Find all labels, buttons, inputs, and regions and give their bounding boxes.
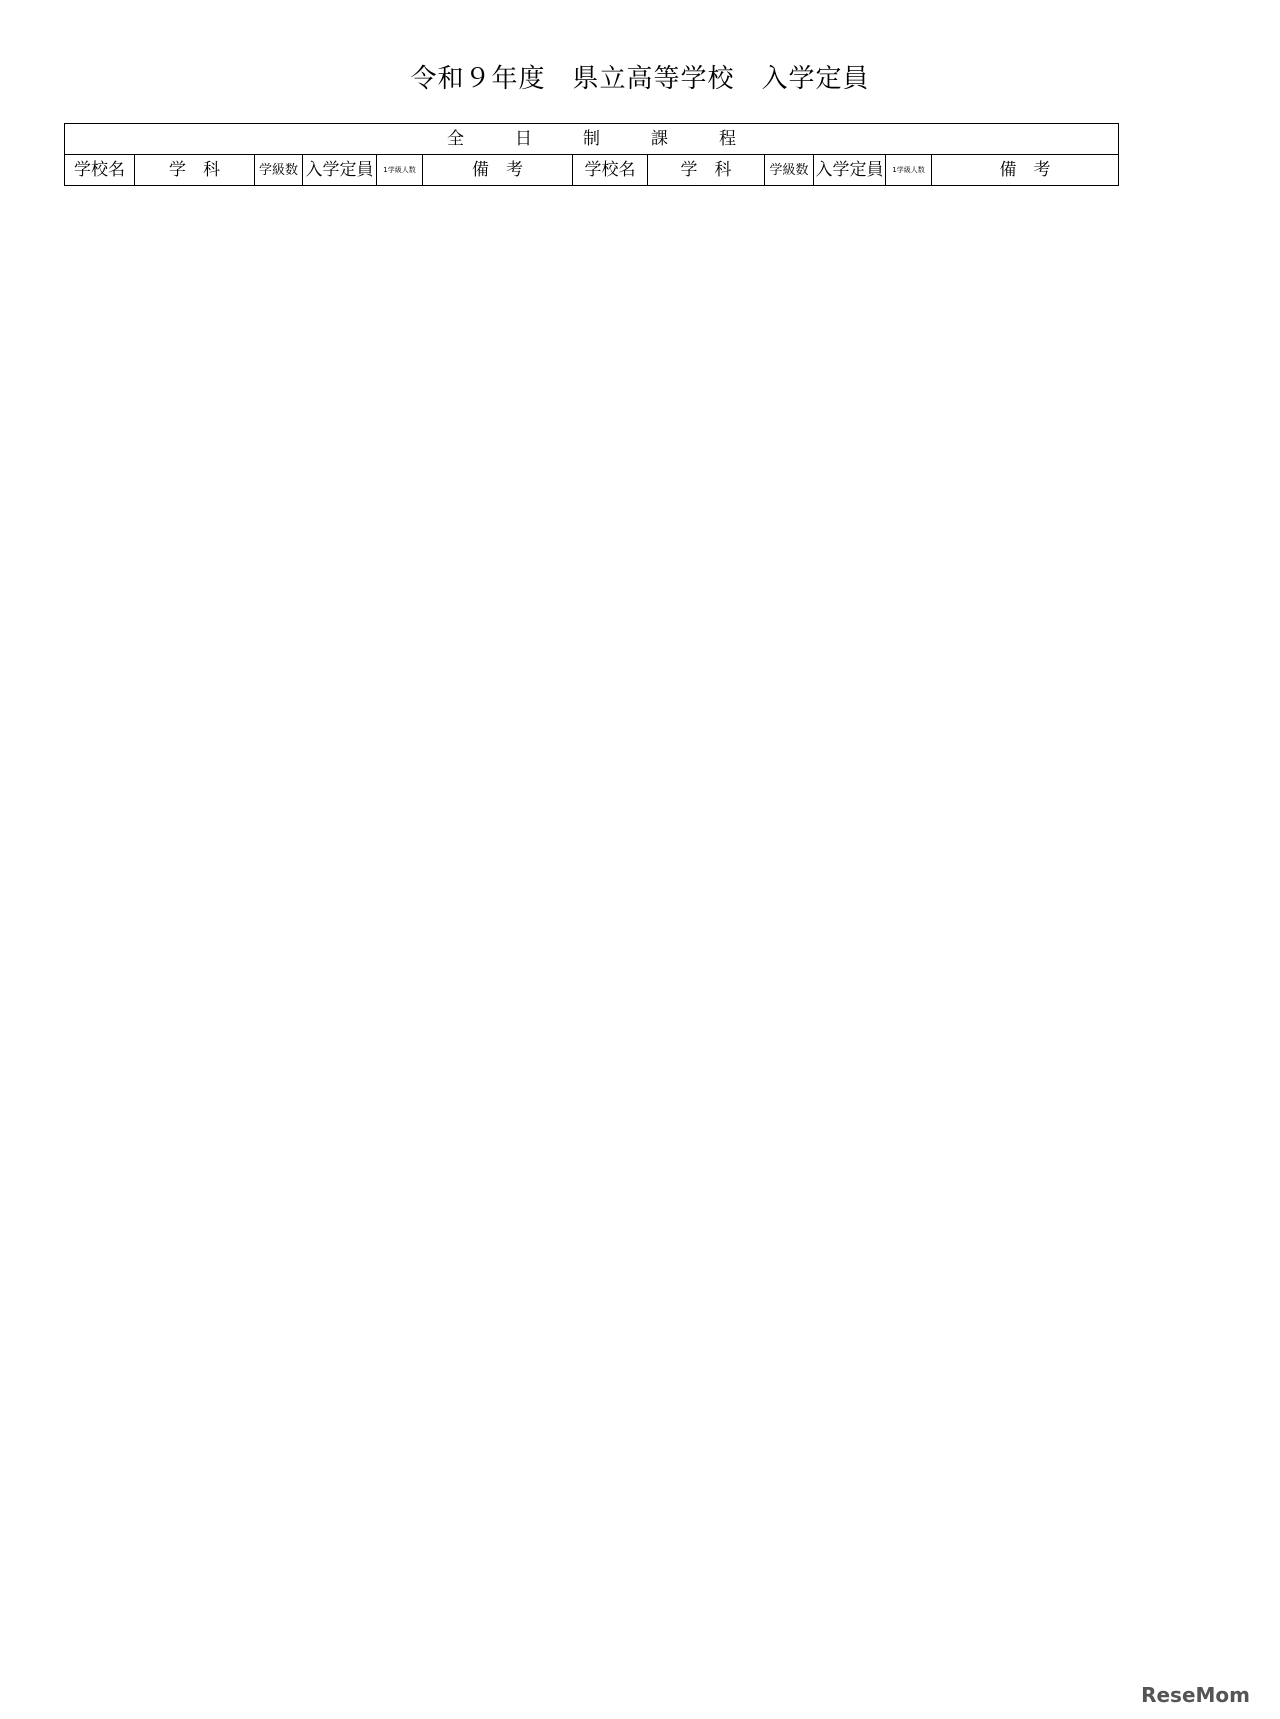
column-header-row [65, 155, 1119, 186]
col-header-notes: 備 考 [423, 155, 573, 186]
col-header-quota: 入学定員 [814, 155, 886, 186]
col-header-dept: 学 科 [135, 155, 255, 186]
resemom-logo: ReseMom [1141, 1683, 1250, 1707]
enrollment-quota-table [64, 123, 1119, 306]
table-row [65, 216, 1119, 246]
col-header-classes: 学級数 [765, 155, 814, 186]
col-header-dept: 学 科 [648, 155, 765, 186]
col-header-notes: 備 考 [932, 155, 1119, 186]
empty-area [65, 186, 573, 216]
empty-area [65, 216, 573, 246]
col-header-school: 学校名 [573, 155, 648, 186]
col-header-classes: 学級数 [255, 155, 303, 186]
col-header-per-class: 1学級人数 [886, 155, 932, 186]
col-header-quota: 入学定員 [303, 155, 377, 186]
section-title: 全 日 制 課 程 [65, 124, 1119, 155]
empty-area [65, 276, 573, 306]
col-header-per-class: 1学級人数 [377, 155, 423, 186]
empty-area [65, 246, 573, 276]
table-row [65, 276, 1119, 306]
col-header-school: 学校名 [65, 155, 135, 186]
section-header-row [65, 124, 1119, 155]
table-row [65, 186, 1119, 216]
table-row [65, 246, 1119, 276]
page-title: 令和９年度 県立高等学校 入学定員 [410, 64, 870, 94]
